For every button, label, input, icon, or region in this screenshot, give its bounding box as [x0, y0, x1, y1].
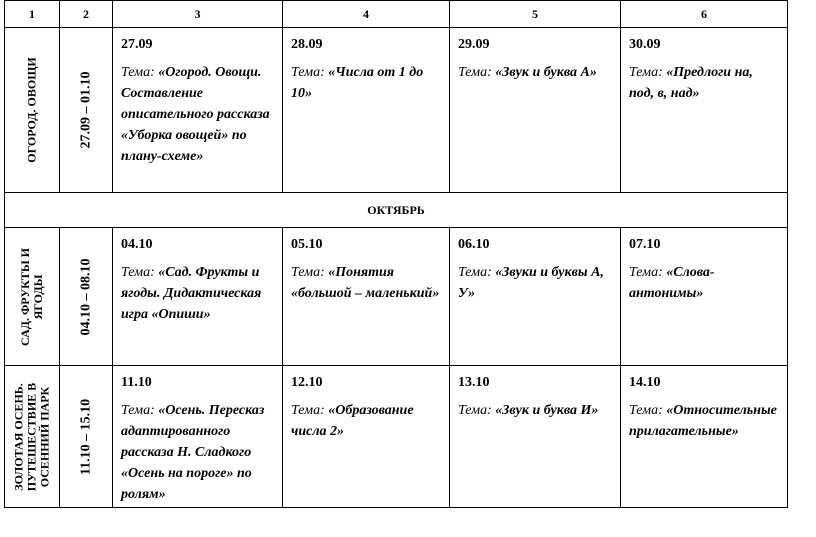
day-cell [113, 228, 283, 366]
topic-text: «Звук и буква А» [495, 65, 597, 80]
day-cell [450, 28, 621, 193]
topic-text: «Сад. Фрукты и ягоды. Дидактическая игра «Опиши» [121, 265, 262, 322]
topic-text: «Образование числа 2» [291, 403, 414, 439]
week-row [5, 28, 788, 193]
day-cell [450, 228, 621, 366]
topic-label: Тема: [291, 265, 329, 280]
topic-label: Тема: [458, 265, 496, 280]
day-cell [283, 366, 450, 508]
week-range: 11.10 – 15.10 [78, 398, 94, 475]
topic-label: Тема: [629, 265, 667, 280]
header-cell: 1 [5, 1, 60, 28]
topic-text: «Относительные прилагательные» [629, 403, 777, 439]
day-date: 13.10 [458, 375, 490, 390]
topic-text: «Числа от 1 до 10» [291, 65, 424, 101]
header-cell: 5 [450, 1, 621, 28]
day-date: 11.10 [121, 375, 152, 390]
day-date: 05.10 [291, 237, 323, 252]
topic-label: Тема: [458, 403, 496, 418]
theme-cell [5, 28, 60, 193]
topic-text: «Огород. Овощи. Составление описательного рассказа «Уборка овощей» по плану-схеме» [121, 65, 270, 164]
week-theme: ОГОРОД. ОВОЩИ [24, 57, 39, 163]
day-cell [113, 366, 283, 508]
week-theme: ЗОЛОТАЯ ОСЕНЬ. ПУТЕШЕСТВИЕ В ОСЕННИЙ ПАРК [11, 382, 52, 491]
schedule-table [4, 0, 788, 508]
day-date: 28.09 [291, 37, 323, 52]
week-theme: САД. ФРУКТЫ И ЯГОДЫ [18, 247, 45, 346]
topic-text: «Звуки и буквы А, У» [458, 265, 604, 301]
topic-label: Тема: [291, 65, 329, 80]
day-date: 30.09 [629, 37, 661, 52]
header-cell: 3 [113, 1, 283, 28]
week-range: 27.09 – 01.10 [78, 71, 94, 149]
month-label: ОКТЯБРЬ [5, 193, 788, 228]
day-date: 12.10 [291, 375, 323, 390]
day-cell [621, 28, 788, 193]
topic-text: «Предлоги на, под, в, над» [629, 65, 753, 101]
topic-text: «Звук и буква И» [495, 403, 599, 418]
day-date: 14.10 [629, 375, 661, 390]
day-date: 29.09 [458, 37, 490, 52]
week-row [5, 366, 788, 508]
header-row [5, 1, 788, 28]
topic-label: Тема: [121, 65, 159, 80]
range-cell [60, 228, 113, 366]
range-cell [60, 28, 113, 193]
day-cell [283, 228, 450, 366]
theme-cell [5, 366, 60, 508]
topic-label: Тема: [629, 65, 667, 80]
topic-label: Тема: [458, 65, 496, 80]
day-cell [450, 366, 621, 508]
day-cell [621, 228, 788, 366]
topic-text: «Слова-антонимы» [629, 265, 715, 301]
day-date: 27.09 [121, 37, 153, 52]
day-cell [113, 28, 283, 193]
week-range: 04.10 – 08.10 [78, 258, 94, 335]
topic-label: Тема: [121, 403, 159, 418]
day-cell [283, 28, 450, 193]
header-cell: 2 [60, 1, 113, 28]
topic-label: Тема: [629, 403, 667, 418]
week-row [5, 228, 788, 366]
day-date: 07.10 [629, 237, 661, 252]
theme-cell [5, 228, 60, 366]
topic-label: Тема: [291, 403, 329, 418]
day-date: 04.10 [121, 237, 153, 252]
topic-text: «Понятия «большой – маленький» [291, 265, 440, 301]
topic-text: «Осень. Пересказ адаптированного рассказа Н. Сладкого «Осень на пороге» по ролям» [121, 403, 265, 502]
header-cell: 6 [621, 1, 788, 28]
day-cell [621, 366, 788, 508]
day-date: 06.10 [458, 237, 490, 252]
topic-label: Тема: [121, 265, 159, 280]
month-row [5, 193, 788, 228]
range-cell [60, 366, 113, 508]
header-cell: 4 [283, 1, 450, 28]
